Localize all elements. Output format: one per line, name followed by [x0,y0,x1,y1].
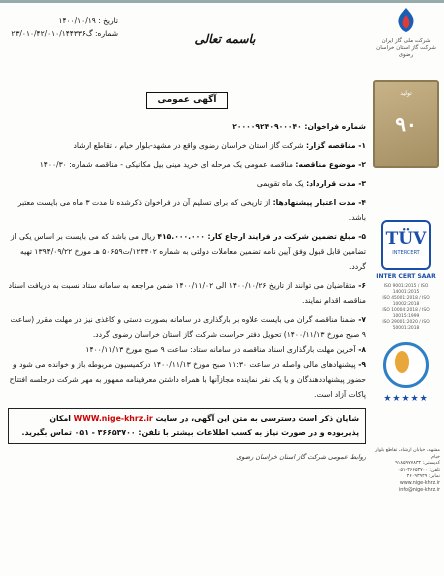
iso-line: ISO 45001:2018 / ISO 10002:2018 [382,296,430,307]
address-line: مشهد، خیابان ارشاد، تقاطع بلوار خیام [375,448,440,460]
tuv-subtitle: INTERCERT [392,250,420,256]
contact-box [8,408,366,444]
item-contract-duration: ۳- مدت قرارداد: یک ماه تقویمی [256,179,366,188]
item-deadline: ۸- آخرین مهلت بارگذاری اسناد مناقصه در سامانه ستاد: ساعت ۹ صبح مورخ ۱۴۰۰/۱۱/۱۳ [85,345,366,354]
iso-line: ISO 10004:2018 / ISO 10015:1999 [382,308,430,319]
tuv-logo [381,220,431,270]
badge-number: ۹۰ [395,112,417,136]
saar-logo-icon [383,342,429,388]
contact-line-2: پذیربوده و در صورت نیاز به کسب اطلاعات بیشتر با تلفن: ۳۶۶۵۳۷۰۰ - ۰۵۱ تماس بگیرید. [21,428,359,437]
website-link[interactable]: WWW.nige-khrz.ir [73,414,153,423]
rating-stars: ★★★★★ [383,394,429,404]
iso-line: ISO 9001:2015 / ISO 14001:2015 [383,284,429,295]
address-line: info@nige-khrz.ir [398,487,440,493]
badge-caption: تولید [400,90,412,97]
announcement-heading: آگهی عمومی [146,92,227,109]
address-line: www.nige-khrz.ir [399,480,440,486]
announcement-body [8,92,366,465]
tuv-mark: TÜV [385,229,427,249]
date-line: تاریخ : ۱۴۰۰/۱۰/۱۹ [58,16,118,25]
contact-line-1: شایان ذکر است دسترسی به متن این آگهی، در سایت WWW.nige-khrz.ir امکان [49,414,359,423]
public-relations-signature: روابط عمومی شرکت گاز استان خراسان رضوی [236,453,366,461]
date-number-block [8,14,118,40]
top-rule [0,0,444,3]
intercert-label: INTER CERT SAAR [376,273,436,280]
company-logo-block [372,6,440,76]
address-line: نمابر: ۳۶۰۹۳۹۳۹ [406,474,440,480]
item-validity: ۴- مدت اعتبار پیشنهادها: از تاریخی که برای تسلیم آن در فراخوان ذکرشده تا مدت ۳ ماه می بایست معتبر باشد. [17,198,366,222]
sidebar [372,80,440,494]
item-tenderer: ۱- مناقصه گزار: شرکت گاز استان خراسان رضوی واقع در مشهد-بلوار خیام ، تقاطع ارشاد [73,141,366,150]
iso-list [372,284,440,332]
flame-logo-icon [391,6,421,34]
address-line: تلفن: ۳۶۶۵۳۷۰۰-۰۵۱ [397,467,440,473]
company-address [372,448,440,494]
basmala: باسمه تعالی [194,32,256,46]
item-subject: ۲- موضوع مناقصه: مناقصه عمومی یک مرحله ای خرید مینی بیل مکانیکی - مناقصه شماره: ۱۴۰۰/۳۰ [39,160,366,169]
item-opening: ۹- پیشنهادهای مالی واصله در ساعت ۱۱:۳۰ صبح مورخ ۱۴۰۰/۱۱/۱۳ درکمیسیون مربوطه باز و خوانده می شود و حضور پیشنهاددهندگان و یا یک نفر نماینده مجازآنها با همراه داشتن معرفینامه ممهور به مهر شرکت درجلسه افتتاح پاکات آزاد است. [9,360,366,399]
logo-line-1: شرکت ملی گاز ایران [381,38,431,44]
number-line: شماره: گ۲۳/۰۱۰/۴۲/۰۱۰/۱۴۴۳۳۶ [11,29,118,38]
logo-line-2: شرکت گاز استان خراسان رضوی [376,45,436,58]
item-paper-submission: ۷- ضمنا مناقصه گران می بایست علاوه بر بارگذاری در سامانه بصورت دستی و کاغذی نیز در مهلت مقرر (ساعت ۹ صبح مورخ ۱۴۰۰/۱۱/۱۳) تحویل دفتر حراست شرکت گاز استان خراسان رضوی گردد. [10,315,366,339]
production-badge [373,80,439,168]
address-line: کدپستی: ۹۱۸۵۹۷۷۸۳۳ [395,461,440,467]
item-documents: ۶- متقاضیان می توانند از تاریخ ۱۴۰۰/۱۰/۲۶ الی ۱۴۰۰/۱۱/۰۲ ضمن مراجعه به سامانه ستاد نسبت به دریافت اسناد مناقصه اقدام نمایند. [8,281,366,305]
item-guarantee: ۵- مبلغ تضمین شرکت در فرایند ارجاع کار: ۴۱۵.۰۰۰.۰۰۰ ریال می باشد که می بایست بر اساس یکی از تضامین قابل قبول وفق آیین نامه تضمین معاملات دولتی به شماره ۱۲۳۴۰۲/ت۵۰۶۵۹ هـ مورخ ۱۳۹۴/۰۹/۲۲ تهیه گردد. [10,232,366,271]
tender-reference: شماره فراخوان: ۲۰۰۰۰۹۲۴۰۹۰۰۰۴۰ [232,122,366,131]
iso-line: ISO 29001:2020 / ISO 50001:2018 [382,320,430,331]
heading-wrap [8,92,366,109]
